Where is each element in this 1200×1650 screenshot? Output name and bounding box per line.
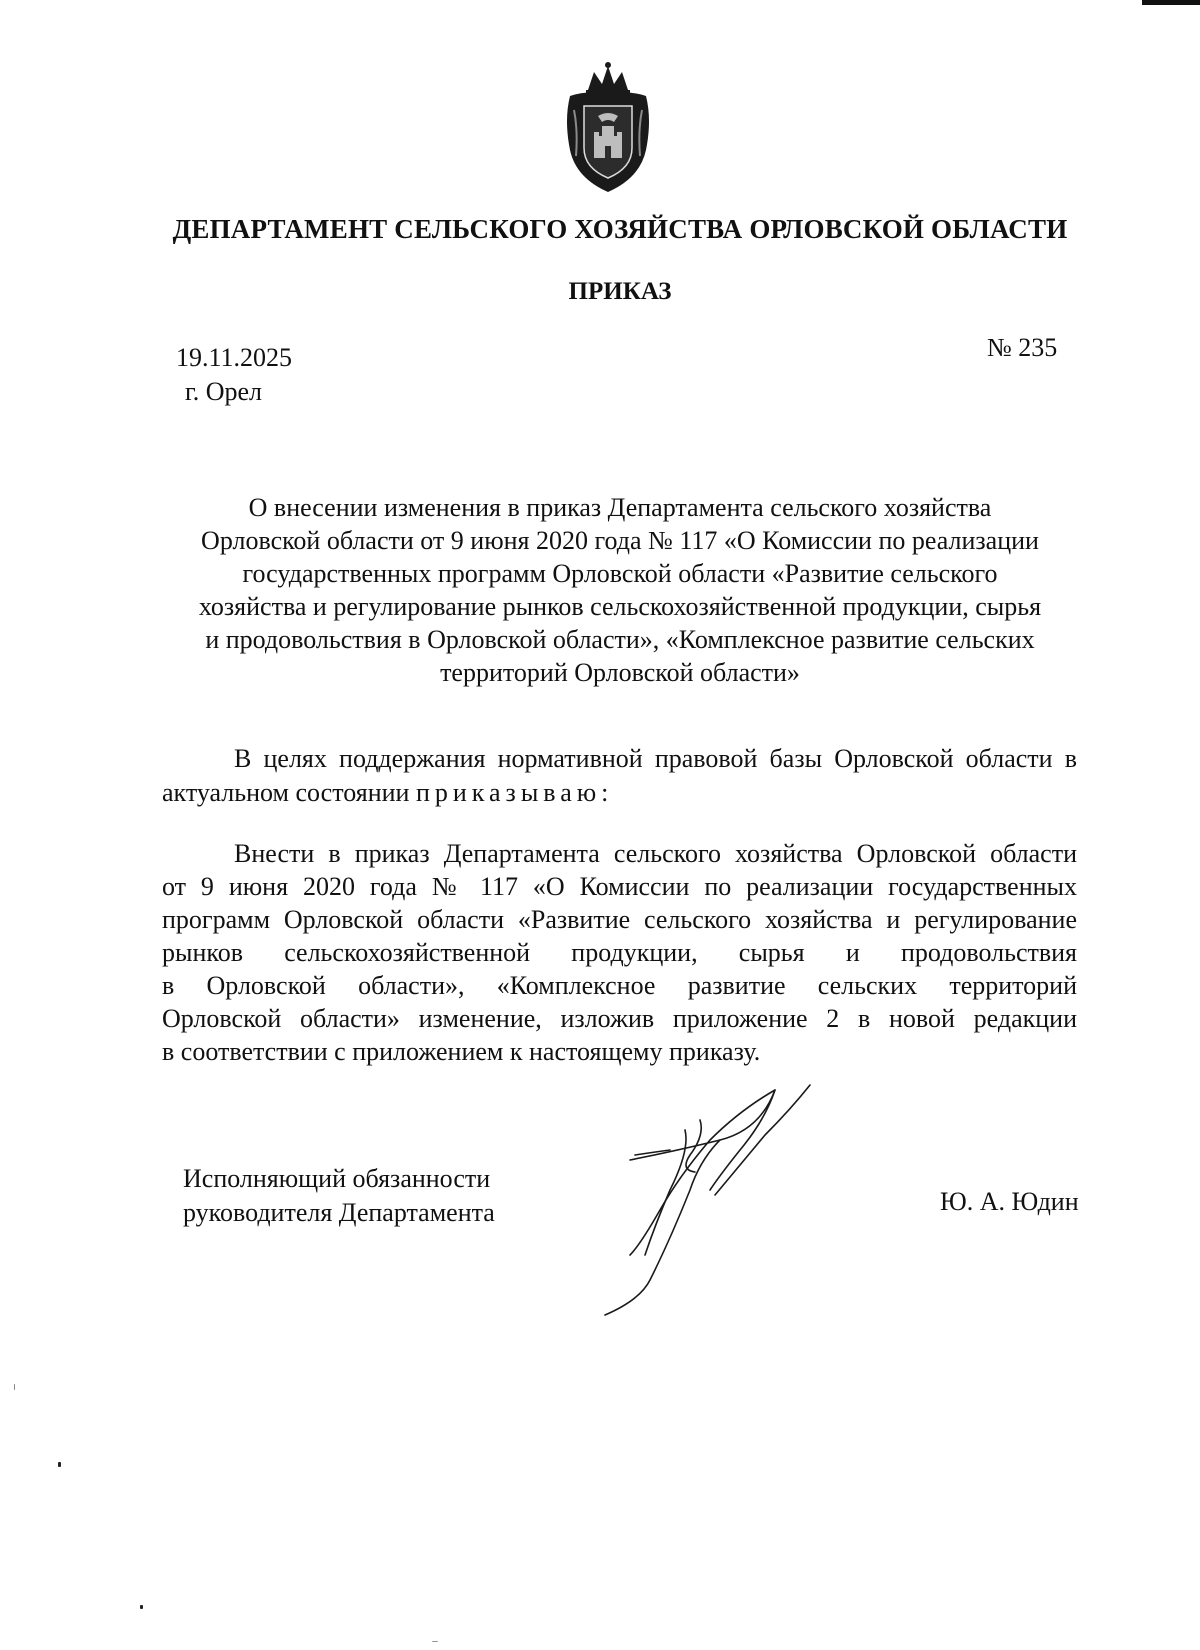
subject-line: Орловской области от 9 июня 2020 года № 117 «О Комиссии по реализации (201, 526, 1039, 555)
signatory-position (183, 1162, 495, 1230)
preamble-paragraph (162, 742, 1077, 810)
subject-line: О внесении изменения в приказ Департамента сельского хозяйства (248, 493, 992, 522)
order-word: приказываю: (415, 778, 614, 807)
orel-coat-of-arms-icon (558, 60, 658, 195)
scan-speck (140, 1605, 143, 1609)
order-date: 19.11.2025 (176, 343, 293, 372)
document-type-title: ПРИКАЗ (568, 278, 672, 305)
department-title: ДЕПАРТАМЕНТ СЕЛЬСКОГО ХОЗЯЙСТВА ОРЛОВСКОЙ ОБЛАСТИ (172, 214, 1068, 244)
scan-speck (432, 1641, 438, 1642)
subject-line: хозяйства и регулирование рынков сельскохозяйственной продукции, сырья (198, 592, 1042, 621)
subject-line: территорий Орловской области» (440, 658, 800, 687)
scan-speck (58, 1462, 61, 1467)
signatory-name: Ю. А. Юдин (940, 1187, 1079, 1216)
subject-line: и продовольствия в Орловской области», «Комплексное развитие сельских (205, 625, 1035, 654)
body-line: программ Орловской области «Развитие сельского хозяйства и регулирование (162, 905, 1077, 934)
order-city: г. Орел (185, 377, 263, 406)
body-line: в соответствии с приложением к настоящему приказу. (162, 1037, 761, 1066)
order-subject (150, 491, 1090, 689)
scan-edge-mark (1142, 0, 1200, 5)
body-line: от 9 июня 2020 года № 117 «О Комиссии по реализации государственных (162, 872, 1077, 901)
body-line: в Орловской области», «Комплексное развитие сельских территорий (162, 971, 1077, 1000)
scan-speck (14, 1384, 15, 1390)
order-body-paragraph (162, 837, 1077, 1068)
position-line: руководителя Департамента (183, 1198, 495, 1227)
body-line: Внести в приказ Департамента сельского хозяйства Орловской области (234, 839, 1077, 868)
order-number: № 235 (987, 333, 1058, 362)
handwritten-signature-icon (600, 1080, 860, 1320)
body-line: рынков сельскохозяйственной продукции, сырья и продовольствия (162, 938, 1077, 967)
body-line: Орловской области» изменение, изложив приложение 2 в новой редакции (162, 1004, 1077, 1033)
preamble-text: В целях поддержания нормативной правовой базы Орловской области в актуальном состоянии (162, 744, 1077, 807)
subject-line: государственных программ Орловской области «Развитие сельского (242, 559, 998, 588)
position-line: Исполняющий обязанности (183, 1164, 491, 1193)
